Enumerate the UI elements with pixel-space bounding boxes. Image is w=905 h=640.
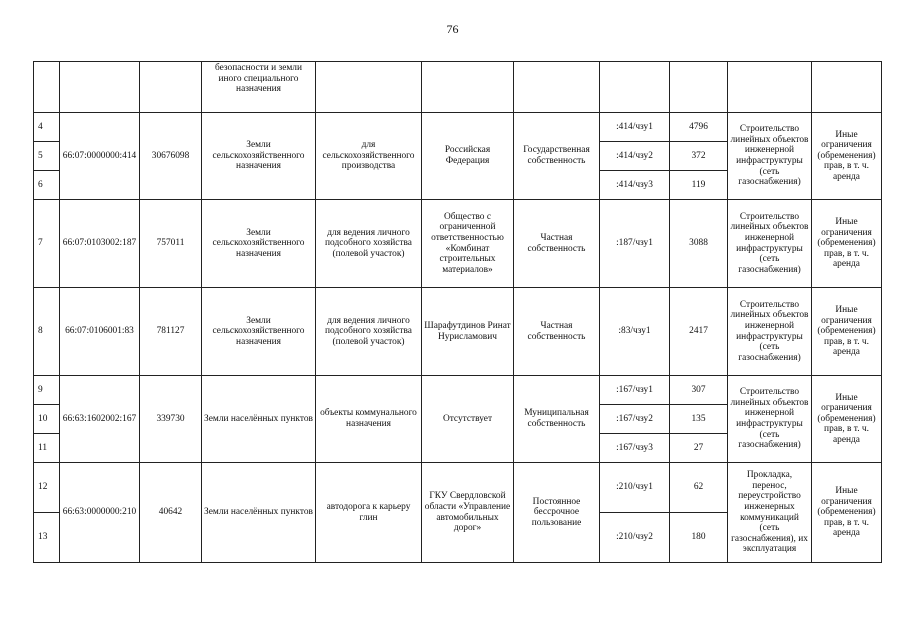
table-row — [34, 463, 882, 513]
part-designation: :414/чзу1 — [600, 113, 670, 142]
encumbrance-purpose: Строительство линейных объектов инженерной инфраструктуры (сеть газоснабжения) — [728, 288, 812, 376]
part-designation: :167/чзу1 — [600, 376, 670, 405]
continuation-row — [34, 62, 882, 113]
part-designation: :414/чзу2 — [600, 142, 670, 171]
part-designation: :167/чзу2 — [600, 405, 670, 434]
part-area: 119 — [670, 171, 728, 200]
cadastral-number: 66:63:0000000:210 — [60, 463, 140, 563]
row-number: 13 — [34, 513, 60, 563]
part-area: 4796 — [670, 113, 728, 142]
land-plots-table — [33, 61, 882, 563]
part-designation: :83/чзу1 — [600, 288, 670, 376]
right-type: Постоянное бессрочное пользование — [514, 463, 600, 563]
row-number: 7 — [34, 200, 60, 288]
row-number: 4 — [34, 113, 60, 142]
land-category: Земли населённых пунктов — [202, 376, 316, 463]
plot-area: 30676098 — [140, 113, 202, 200]
cell-empty — [600, 62, 670, 113]
plot-area: 40642 — [140, 463, 202, 563]
owner: Общество с ограниченной ответственностью «Комбинат строительных материалов» — [422, 200, 514, 288]
part-designation: :210/чзу1 — [600, 463, 670, 513]
plot-area: 781127 — [140, 288, 202, 376]
cell-empty — [812, 62, 882, 113]
cell-empty — [140, 62, 202, 113]
part-area: 2417 — [670, 288, 728, 376]
cell-empty — [670, 62, 728, 113]
encumbrance-purpose: Строительство линейных объектов инженерной инфраструктуры (сеть газоснабжения) — [728, 376, 812, 463]
permitted-use: автодорога к карьеру глин — [316, 463, 422, 563]
permitted-use: объекты коммунального назначения — [316, 376, 422, 463]
part-area: 3088 — [670, 200, 728, 288]
table-row — [34, 376, 882, 405]
land-category: Земли населённых пунктов — [202, 463, 316, 563]
part-area: 62 — [670, 463, 728, 513]
part-area: 27 — [670, 434, 728, 463]
row-number: 5 — [34, 142, 60, 171]
part-designation: :167/чзу3 — [600, 434, 670, 463]
restriction-type: Иные ограничения (обременения) прав, в т. ч. аренда — [812, 113, 882, 200]
page-number: 76 — [446, 22, 459, 36]
owner: Шарафутдинов Ринат Нурисламович — [422, 288, 514, 376]
cadastral-number: 66:63:1602002:167 — [60, 376, 140, 463]
row-number: 8 — [34, 288, 60, 376]
land-category: Земли сельскохозяйственного назначения — [202, 200, 316, 288]
part-area: 307 — [670, 376, 728, 405]
cell-empty — [422, 62, 514, 113]
encumbrance-purpose: Строительство линейных объектов инженерной инфраструктуры (сеть газоснабжения) — [728, 200, 812, 288]
table-row — [34, 113, 882, 142]
row-number: 9 — [34, 376, 60, 405]
row-number: 10 — [34, 405, 60, 434]
cell-empty — [316, 62, 422, 113]
owner: ГКУ Свердловской области «Управление автомобильных дорог» — [422, 463, 514, 563]
part-area: 180 — [670, 513, 728, 563]
row-number: 12 — [34, 463, 60, 513]
part-designation: :414/чзу3 — [600, 171, 670, 200]
restriction-type: Иные ограничения (обременения) прав, в т. ч. аренда — [812, 288, 882, 376]
permitted-use: для ведения личного подсобного хозяйства (полевой участок) — [316, 288, 422, 376]
right-type: Государственная собственность — [514, 113, 600, 200]
cell-empty — [60, 62, 140, 113]
table-row — [34, 200, 882, 288]
restriction-type: Иные ограничения (обременения) прав, в т. ч. аренда — [812, 463, 882, 563]
table-row — [34, 288, 882, 376]
right-type: Муниципальная собственность — [514, 376, 600, 463]
land-category: Земли сельскохозяйственного назначения — [202, 113, 316, 200]
cell-empty — [514, 62, 600, 113]
right-type: Частная собственность — [514, 288, 600, 376]
part-area: 135 — [670, 405, 728, 434]
restriction-type: Иные ограничения (обременения) прав, в т. ч. аренда — [812, 200, 882, 288]
owner: Российская Федерация — [422, 113, 514, 200]
encumbrance-purpose: Прокладка, перенос, переустройство инженерных коммуникаций (сеть газоснабжения), их эксплуатация — [728, 463, 812, 563]
part-area: 372 — [670, 142, 728, 171]
plot-area: 757011 — [140, 200, 202, 288]
cadastral-number: 66:07:0000000:414 — [60, 113, 140, 200]
right-type: Частная собственность — [514, 200, 600, 288]
plot-area: 339730 — [140, 376, 202, 463]
row-number: 6 — [34, 171, 60, 200]
restriction-type: Иные ограничения (обременения) прав, в т. ч. аренда — [812, 376, 882, 463]
cell-empty — [34, 62, 60, 113]
cadastral-number: 66:07:0106001:83 — [60, 288, 140, 376]
row-number: 11 — [34, 434, 60, 463]
land-category: Земли сельскохозяйственного назначения — [202, 288, 316, 376]
cell-empty — [728, 62, 812, 113]
permitted-use: для ведения личного подсобного хозяйства (полевой участок) — [316, 200, 422, 288]
encumbrance-purpose: Строительство линейных объектов инженерной инфраструктуры (сеть газоснабжения) — [728, 113, 812, 200]
part-designation: :210/чзу2 — [600, 513, 670, 563]
land-category-cell: безопасности и земли иного специального назначения — [202, 62, 316, 113]
owner: Отсутствует — [422, 376, 514, 463]
permitted-use: для сельскохозяйственного производства — [316, 113, 422, 200]
cadastral-number: 66:07:0103002:187 — [60, 200, 140, 288]
part-designation: :187/чзу1 — [600, 200, 670, 288]
